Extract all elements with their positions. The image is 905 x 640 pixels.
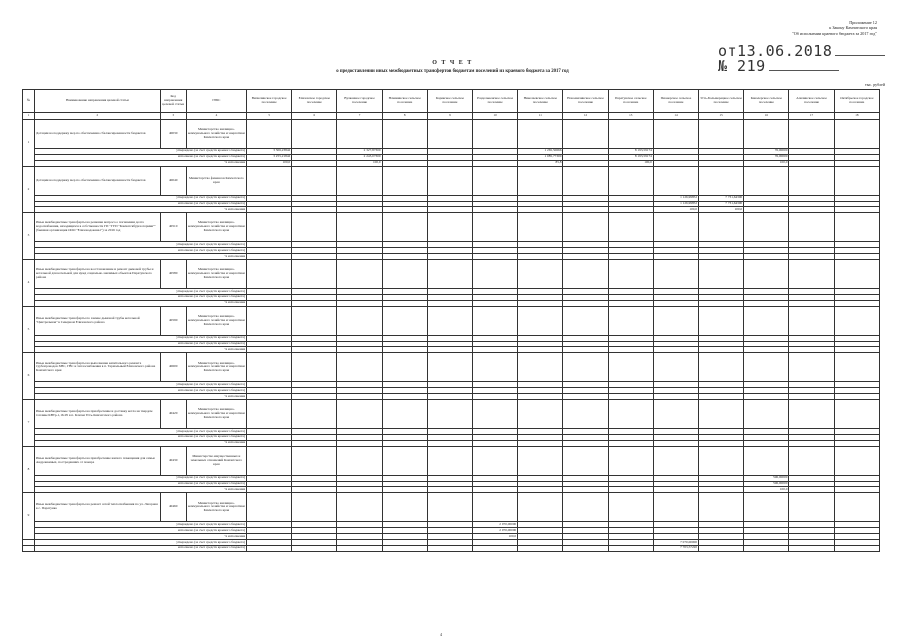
section-row bbox=[23, 213, 880, 242]
value-cell bbox=[789, 545, 834, 551]
empty-cell bbox=[292, 260, 337, 289]
empty-cell bbox=[789, 213, 834, 242]
value-cell: 8 193,59174 bbox=[608, 149, 653, 155]
section-name: Дотации на поддержку мер по обеспечению сбалансированности бюджетов bbox=[35, 166, 161, 195]
value-cell bbox=[427, 545, 472, 551]
section-num: 8 bbox=[23, 446, 35, 493]
subrow-label: утверждено (за счет средств краевого бюджета) bbox=[35, 335, 247, 341]
empty-cell bbox=[653, 166, 698, 195]
subrow-label: % исполнения bbox=[35, 394, 247, 400]
section-code: 40040 bbox=[160, 166, 186, 195]
empty-cell bbox=[744, 120, 789, 149]
index-cell: 1 bbox=[23, 113, 35, 120]
header-name: Наименование направления целевой статьи bbox=[35, 90, 161, 113]
section-grbs: Министерство финансов Камчатского края bbox=[186, 166, 246, 195]
empty-cell bbox=[744, 260, 789, 289]
empty-cell bbox=[427, 120, 472, 149]
empty-cell bbox=[518, 260, 563, 289]
empty-cell bbox=[789, 400, 834, 429]
empty-cell bbox=[834, 493, 879, 522]
value-cell: 1 126,99852 bbox=[653, 195, 698, 201]
empty-cell bbox=[382, 446, 427, 475]
subrow-label: исполнено (за счет средств краевого бюджета) bbox=[35, 248, 247, 254]
empty-cell bbox=[608, 493, 653, 522]
empty-cell bbox=[834, 213, 879, 242]
value-cell: 100,0 bbox=[653, 207, 698, 213]
empty-cell bbox=[427, 493, 472, 522]
empty-cell bbox=[247, 213, 292, 242]
empty-cell bbox=[518, 400, 563, 429]
empty-cell bbox=[247, 400, 292, 429]
section-grbs: Министерство жилищно-коммунального хозяйства и энергетики Камчатского края bbox=[186, 493, 246, 522]
section-row bbox=[23, 166, 880, 195]
header-col-12: Кавалерское сельское поселение bbox=[744, 90, 789, 113]
empty-cell bbox=[834, 400, 879, 429]
index-cell: 12 bbox=[563, 113, 608, 120]
subrow-label: исполнено (за счет средств краевого бюджета) bbox=[35, 434, 247, 440]
value-cell: 7 703,57220 bbox=[653, 545, 698, 551]
subrow-label: % исполнения bbox=[35, 207, 247, 213]
empty-cell bbox=[653, 213, 698, 242]
empty-cell bbox=[292, 446, 337, 475]
empty-cell bbox=[292, 493, 337, 522]
empty-cell bbox=[699, 260, 744, 289]
empty-cell bbox=[789, 353, 834, 382]
subrow-label: утверждено (за счет средств краевого бюджета) bbox=[35, 522, 247, 528]
appendix-header bbox=[784, 20, 877, 36]
stamp-date: от13.06.2018 bbox=[718, 42, 833, 60]
empty-cell bbox=[427, 446, 472, 475]
value-cell bbox=[563, 545, 608, 551]
transfer-table bbox=[22, 89, 880, 552]
empty-cell bbox=[382, 353, 427, 382]
empty-cell bbox=[789, 120, 834, 149]
header-col-5: Корякское сельское поселение bbox=[427, 90, 472, 113]
empty-cell bbox=[563, 166, 608, 195]
value-cell: 2 243,07300 bbox=[337, 154, 382, 160]
section-name: Иные межбюджетные трансферты на восстановление и ремонт дымовой трубы и котельной для котельной для нужд социально-значимых объектов Паратунского района bbox=[35, 260, 161, 289]
index-cell: 4 bbox=[186, 113, 246, 120]
value-cell: 100,0 bbox=[744, 160, 789, 166]
empty-cell bbox=[834, 120, 879, 149]
empty-cell bbox=[337, 306, 382, 335]
section-num: 9 bbox=[23, 493, 35, 540]
index-cell: 16 bbox=[744, 113, 789, 120]
empty-cell bbox=[744, 166, 789, 195]
subrow-label: исполнено (за счет средств краевого бюджета) bbox=[35, 481, 247, 487]
section-row bbox=[23, 306, 880, 335]
section-row bbox=[23, 120, 880, 149]
empty-cell bbox=[518, 120, 563, 149]
empty-cell bbox=[292, 166, 337, 195]
empty-cell bbox=[337, 166, 382, 195]
section-num: 2 bbox=[23, 166, 35, 213]
empty-cell bbox=[744, 306, 789, 335]
value-cell: 100,0 bbox=[473, 534, 518, 540]
value-cell bbox=[473, 545, 518, 551]
empty-cell bbox=[563, 446, 608, 475]
empty-cell bbox=[653, 493, 698, 522]
value-cell: 7 731,64300 bbox=[699, 201, 744, 207]
empty-cell bbox=[563, 260, 608, 289]
empty-cell bbox=[518, 353, 563, 382]
section-code: 40600 bbox=[160, 353, 186, 382]
empty-cell bbox=[699, 353, 744, 382]
value-cell bbox=[292, 545, 337, 551]
empty-cell bbox=[789, 306, 834, 335]
empty-cell bbox=[563, 353, 608, 382]
empty-cell bbox=[653, 306, 698, 335]
subrow-label: исполнено (за счет средств краевого бюджета) bbox=[35, 341, 247, 347]
index-cell: 6 bbox=[292, 113, 337, 120]
empty-cell bbox=[382, 166, 427, 195]
empty-cell bbox=[382, 400, 427, 429]
stamp-number: № 219 bbox=[718, 57, 766, 76]
empty-cell bbox=[247, 260, 292, 289]
header-col-7: Николаевское сельское поселение bbox=[518, 90, 563, 113]
empty-cell bbox=[518, 166, 563, 195]
section-name: Иные межбюджетные трансферты на ремонт сетей теплоснабжения по ул. Лагерная в с. Паратунка bbox=[35, 493, 161, 522]
value-cell: 100,0 bbox=[699, 207, 744, 213]
empty-cell bbox=[518, 493, 563, 522]
appendix-line-2: к Закону Камчатского края bbox=[829, 25, 877, 31]
index-cell: 13 bbox=[608, 113, 653, 120]
page-marker: 4 bbox=[440, 632, 442, 637]
appendix-line-1: Приложение 12 bbox=[849, 20, 877, 25]
empty-cell bbox=[337, 446, 382, 475]
section-row bbox=[23, 400, 880, 429]
empty-cell bbox=[473, 493, 518, 522]
empty-cell bbox=[473, 353, 518, 382]
value-cell: 100,0 bbox=[744, 487, 789, 493]
empty-cell bbox=[563, 493, 608, 522]
empty-cell bbox=[699, 493, 744, 522]
empty-cell bbox=[382, 493, 427, 522]
empty-cell bbox=[337, 213, 382, 242]
empty-cell bbox=[292, 120, 337, 149]
subrow-label: исполнено (за счет средств краевого бюджета) bbox=[35, 388, 247, 394]
empty-cell bbox=[789, 446, 834, 475]
empty-cell bbox=[744, 446, 789, 475]
appendix-line-3: "Об исполнении краевого бюджета за 2017 год" bbox=[792, 30, 877, 36]
empty-cell bbox=[699, 306, 744, 335]
subrow-label: % исполнения bbox=[35, 534, 247, 540]
empty-cell bbox=[834, 166, 879, 195]
value-cell: 76,00000 bbox=[744, 154, 789, 160]
index-cell: 11 bbox=[518, 113, 563, 120]
empty-cell bbox=[473, 166, 518, 195]
empty-cell bbox=[427, 213, 472, 242]
empty-cell bbox=[744, 400, 789, 429]
section-code: 40510 bbox=[160, 213, 186, 242]
header-code: Код направления целевой статьи bbox=[160, 90, 186, 113]
empty-cell bbox=[337, 400, 382, 429]
empty-cell bbox=[608, 120, 653, 149]
subrow-label: % исполнения bbox=[35, 487, 247, 493]
empty-cell bbox=[473, 400, 518, 429]
empty-cell bbox=[292, 400, 337, 429]
value-cell bbox=[744, 545, 789, 551]
value-cell bbox=[247, 545, 292, 551]
subrow-label: % исполнения bbox=[35, 347, 247, 353]
subrow-label: утверждено (за счет средств краевого бюджета) bbox=[35, 475, 247, 481]
subrow-label: утверждено (за счет средств краевого бюджета) bbox=[35, 289, 247, 295]
value-cell bbox=[834, 545, 879, 551]
empty-cell bbox=[608, 260, 653, 289]
subrow-label: утверждено (за счет средств краевого бюджета) bbox=[35, 195, 247, 201]
index-cell: 2 bbox=[35, 113, 161, 120]
report-subtitle: о предоставлении иных межбюджетных трансфертов бюджетам поселений из краевого бюджета за 2017 год bbox=[336, 69, 569, 74]
empty-cell bbox=[789, 260, 834, 289]
header-col-4: Начикинское сельское поселение bbox=[382, 90, 427, 113]
index-cell: 8 bbox=[382, 113, 427, 120]
empty-cell bbox=[292, 213, 337, 242]
empty-cell bbox=[608, 213, 653, 242]
value-cell: 1 085,77300 bbox=[518, 154, 563, 160]
value-cell: 2 327,87300 bbox=[337, 149, 382, 155]
index-cell: 17 bbox=[789, 113, 834, 120]
section-name: Иные межбюджетные трансферты на приобретение и доставку котла на твердом топливе КВТр-1,16-95 в п. Ключи Усть-Камчатского района bbox=[35, 400, 161, 429]
subrow-label: исполнено (за счет средств краевого бюджета) bbox=[35, 201, 247, 207]
empty-cell bbox=[518, 306, 563, 335]
value-cell: 85,8 bbox=[518, 160, 563, 166]
section-row bbox=[23, 260, 880, 289]
value-cell: 76,00000 bbox=[744, 149, 789, 155]
empty-cell bbox=[382, 213, 427, 242]
header-col-2: Елизовское городское поселение bbox=[292, 90, 337, 113]
section-name: Дотации на поддержку мер по обеспечению сбалансированности бюджетов bbox=[35, 120, 161, 149]
value-cell bbox=[608, 545, 653, 551]
empty-cell bbox=[382, 120, 427, 149]
empty-cell bbox=[653, 120, 698, 149]
empty-cell bbox=[247, 306, 292, 335]
value-cell: 100,0 bbox=[247, 160, 292, 166]
header-col-6: Раздольненское сельское поселение bbox=[473, 90, 518, 113]
value-cell: 8 193,59174 bbox=[608, 154, 653, 160]
section-name: Иные межбюджетные трансферты на решение вопроса о погашении долга водоснабжения, находящихся в собственности ГП "ГУП "Камчатскбургеотермия"" (бывшая организация ООО "Елизоводоканал") за 2016 год bbox=[35, 213, 161, 242]
units-label: тыс. рублей bbox=[865, 82, 885, 87]
empty-cell bbox=[744, 353, 789, 382]
subrow-label: исполнено (за счет средств краевого бюджета) bbox=[35, 528, 247, 534]
empty-cell bbox=[744, 493, 789, 522]
empty-cell bbox=[427, 400, 472, 429]
value-cell: 3 255,21842 bbox=[247, 154, 292, 160]
subrow-label: % исполнения bbox=[35, 300, 247, 306]
value-cell bbox=[382, 545, 427, 551]
section-code: 40430 bbox=[160, 446, 186, 475]
empty-cell bbox=[473, 306, 518, 335]
header-col-9: Паратунское сельское поселение bbox=[608, 90, 653, 113]
subrow-label: исполнено (за счет средств краевого бюджета) bbox=[35, 294, 247, 300]
section-row bbox=[23, 446, 880, 475]
empty-cell bbox=[382, 260, 427, 289]
empty-cell bbox=[834, 446, 879, 475]
empty-cell bbox=[473, 446, 518, 475]
section-name: Иные межбюджетные трансферты на приобретение жилого помещения для семьи Андронкиных, пострадавших от пожара bbox=[35, 446, 161, 475]
section-code: 40420 bbox=[160, 400, 186, 429]
value-cell: 3 306,23842 bbox=[247, 149, 292, 155]
empty-cell bbox=[608, 400, 653, 429]
subrow-label: исполнено (за счет средств краевого бюджета) bbox=[35, 545, 247, 551]
column-index-row bbox=[23, 113, 880, 120]
subrow-label: % исполнения bbox=[35, 160, 247, 166]
section-grbs: Министерство жилищно-коммунального хозяйства и энергетики Камчатского края bbox=[186, 306, 246, 335]
report-title: О Т Ч Е Т bbox=[432, 60, 473, 66]
value-cell: 2 070,00000 bbox=[473, 528, 518, 534]
section-grbs: Министерство жилищно-коммунального хозяйства и энергетики Камчатского края bbox=[186, 353, 246, 382]
header-grbs: ГРБС bbox=[186, 90, 246, 113]
empty-cell bbox=[653, 400, 698, 429]
empty-cell bbox=[518, 213, 563, 242]
empty-cell bbox=[744, 213, 789, 242]
empty-cell bbox=[608, 166, 653, 195]
section-num: 4 bbox=[23, 260, 35, 307]
empty-cell bbox=[699, 400, 744, 429]
empty-cell bbox=[337, 493, 382, 522]
empty-cell bbox=[427, 353, 472, 382]
header-col-8: Новоавачинское сельское поселение bbox=[563, 90, 608, 113]
index-cell: 10 bbox=[473, 113, 518, 120]
index-cell: 5 bbox=[247, 113, 292, 120]
section-num: 6 bbox=[23, 353, 35, 400]
value-cell bbox=[518, 545, 563, 551]
empty-cell bbox=[337, 120, 382, 149]
empty-cell bbox=[518, 446, 563, 475]
empty-cell bbox=[563, 306, 608, 335]
table-body bbox=[23, 120, 880, 552]
empty-cell bbox=[789, 166, 834, 195]
value-cell: 100,0 bbox=[608, 160, 653, 166]
section-num: 3 bbox=[23, 213, 35, 260]
section-grbs: Министерство имущественных и земельных отношений Камчатского края bbox=[186, 446, 246, 475]
empty-cell bbox=[699, 166, 744, 195]
header-col-13: Апачинское сельское поселение bbox=[789, 90, 834, 113]
section-row bbox=[23, 493, 880, 522]
empty-cell bbox=[699, 120, 744, 149]
empty-cell bbox=[834, 306, 879, 335]
header-col-11: Усть-Большерецкое сельское поселение bbox=[699, 90, 744, 113]
section-code: 40580 bbox=[160, 260, 186, 289]
empty-cell bbox=[247, 120, 292, 149]
value-cell: 7 731,64300 bbox=[699, 195, 744, 201]
empty-cell bbox=[608, 306, 653, 335]
value-cell: 100,0 bbox=[337, 160, 382, 166]
index-cell: 7 bbox=[337, 113, 382, 120]
empty-cell bbox=[699, 446, 744, 475]
value-cell: 1 265,50666 bbox=[518, 149, 563, 155]
section-code: 40460 bbox=[160, 493, 186, 522]
empty-cell bbox=[563, 400, 608, 429]
empty-cell bbox=[292, 353, 337, 382]
stamp-date-line bbox=[835, 55, 885, 56]
subrow-label: утверждено (за счет средств краевого бюджета) bbox=[35, 429, 247, 435]
subrow-label: исполнено (за счет средств краевого бюджета) bbox=[35, 154, 247, 160]
empty-cell bbox=[834, 260, 879, 289]
subrow-label: утверждено (за счет средств краевого бюджета) bbox=[35, 242, 247, 248]
header-col-10: Пионерское сельское поселение bbox=[653, 90, 698, 113]
index-cell: 14 bbox=[653, 113, 698, 120]
empty-cell bbox=[563, 120, 608, 149]
section-grbs: Министерство жилищно-коммунального хозяйства и энергетики Камчатского края bbox=[186, 400, 246, 429]
empty-cell bbox=[427, 306, 472, 335]
subrow-label: утверждено (за счет средств краевого бюджета) bbox=[35, 149, 247, 155]
section-name: Иные межбюджетные трансферты по замене дымовой трубы котельной "Центральная" в Северном Елизовского района bbox=[35, 306, 161, 335]
value-cell: 1 126,99852 bbox=[653, 201, 698, 207]
subrow-label: утверждено (за счет средств краевого бюджета) bbox=[35, 540, 247, 546]
empty-cell bbox=[427, 260, 472, 289]
empty-cell bbox=[608, 353, 653, 382]
empty-cell bbox=[608, 446, 653, 475]
index-cell: 9 bbox=[427, 113, 472, 120]
empty-cell bbox=[247, 446, 292, 475]
section-grbs: Министерство жилищно-коммунального хозяйства и энергетики Камчатского края bbox=[186, 213, 246, 242]
tail-row-executed bbox=[23, 545, 880, 551]
index-cell: 15 bbox=[699, 113, 744, 120]
empty-cell bbox=[427, 166, 472, 195]
index-cell: 18 bbox=[834, 113, 879, 120]
empty-cell bbox=[337, 260, 382, 289]
empty-cell bbox=[23, 545, 35, 551]
empty-cell bbox=[382, 306, 427, 335]
empty-cell bbox=[789, 493, 834, 522]
value-cell: 2 070,00000 bbox=[473, 522, 518, 528]
empty-cell bbox=[473, 260, 518, 289]
empty-cell bbox=[292, 306, 337, 335]
value-cell: 596,00000 bbox=[744, 475, 789, 481]
value-cell: 596,00000 bbox=[744, 481, 789, 487]
header-col-14: Октябрьское городское поселение bbox=[834, 90, 879, 113]
index-cell: 3 bbox=[160, 113, 186, 120]
header-num: № bbox=[23, 90, 35, 113]
empty-cell bbox=[653, 353, 698, 382]
header-col-3: Вулканное городское поселение bbox=[337, 90, 382, 113]
value-cell bbox=[699, 545, 744, 551]
empty-cell bbox=[247, 493, 292, 522]
value-cell: 7 070,00000 bbox=[653, 540, 698, 546]
subrow-label: % исполнения bbox=[35, 254, 247, 260]
empty-cell bbox=[337, 353, 382, 382]
empty-cell bbox=[653, 446, 698, 475]
section-grbs: Министерство жилищно-коммунального хозяйства и энергетики Камчатского края bbox=[186, 120, 246, 149]
empty-cell bbox=[699, 213, 744, 242]
empty-cell bbox=[834, 353, 879, 382]
section-num: 1 bbox=[23, 120, 35, 167]
empty-cell bbox=[247, 353, 292, 382]
section-row bbox=[23, 353, 880, 382]
section-name: Иные межбюджетные трансферты на выполнение капитального ремонта трубопроводов ХВС, ГВС и теплоснабжения в п. Термальный Елизовского района Камчатского края bbox=[35, 353, 161, 382]
value-cell bbox=[337, 545, 382, 551]
header-col-1: Вилючинское городское поселение bbox=[247, 90, 292, 113]
empty-cell bbox=[247, 166, 292, 195]
subrow-label: утверждено (за счет средств краевого бюджета) bbox=[35, 382, 247, 388]
empty-cell bbox=[563, 213, 608, 242]
subrow-label: % исполнения bbox=[35, 440, 247, 446]
section-code: 40030 bbox=[160, 120, 186, 149]
section-grbs: Министерство жилищно-коммунального хозяйства и энергетики Камчатского края bbox=[186, 260, 246, 289]
empty-cell bbox=[653, 260, 698, 289]
section-num: 7 bbox=[23, 400, 35, 447]
empty-cell bbox=[473, 213, 518, 242]
section-code: 40590 bbox=[160, 306, 186, 335]
empty-cell bbox=[473, 120, 518, 149]
section-num: 5 bbox=[23, 306, 35, 353]
